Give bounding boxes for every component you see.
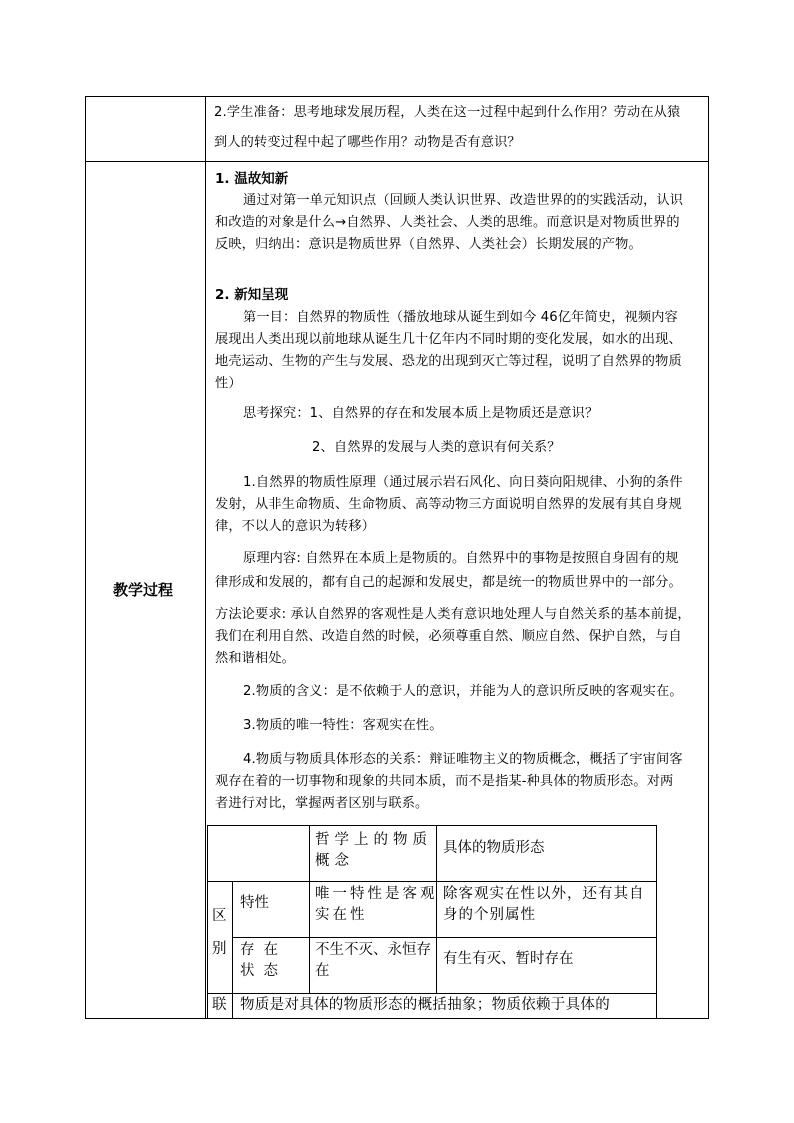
method-line-2: 我们在利用自然、改造自然的时候，必须尊重自然、顺应自然、保护自然，与自 bbox=[215, 629, 682, 644]
question-1: 思考探究：1、自然界的存在和发展本质上是物质还是意识？ bbox=[243, 406, 599, 421]
teaching-process-label: 教学过程 bbox=[113, 581, 174, 599]
student-prep-line-2: 到人的转变过程中起了哪些作用？动物是否有意识？ bbox=[214, 135, 521, 150]
review-heading: 1. 温故知新 bbox=[215, 171, 289, 187]
outer-row-divider bbox=[85, 161, 709, 162]
outer-top-border bbox=[85, 96, 709, 97]
cmp-right bbox=[656, 825, 657, 1018]
cmp-diff-label-1: 区 bbox=[212, 908, 227, 924]
cmp-state-philosophy: 不生不灭、永恒存在 bbox=[315, 942, 431, 979]
intro-line-1: 第一目：自然界的物质性（播放地球从诞生到如今 46亿年简史，视频内容 bbox=[243, 310, 678, 325]
cmp-left bbox=[207, 825, 208, 1018]
relation-line-3: 者进行对比，掌握两者区别与联系。 bbox=[215, 796, 429, 811]
relation-line-2: 观存在着的一切事物和现象的共同本质，而不是指某-种具体的物质形态。对两 bbox=[215, 774, 674, 789]
cmp-diff-label-2: 别 bbox=[212, 941, 227, 957]
matter-unique-property: 3.物质的唯一特性：客观实在性。 bbox=[243, 718, 443, 733]
question-2: 2、自然界的发展与人类的意识有何关系？ bbox=[312, 440, 561, 455]
intro-line-3: 地壳运动、生物的产生与发展、恐龙的出现到灭亡等过程，说明了自然界的物质 bbox=[215, 354, 682, 369]
cmp-h1 bbox=[207, 881, 657, 882]
cmp-link-text: 物质是对具体的物质形态的概括抽象；物质依赖于具体的 bbox=[240, 997, 610, 1013]
review-line-1: 通过对第一单元知识点（回顾人类认识世界、改造世界的的实践活动，认识 bbox=[243, 193, 684, 208]
outer-bottom-border bbox=[85, 1018, 709, 1019]
matter-meaning: 2.物质的含义：是不依赖于人的意识，并能为人的意识所反映的客观实在。 bbox=[243, 684, 683, 699]
intro-line-2: 展现出人类出现以前地球从诞生几十亿年内不同时期的变化发展，如水的出现、 bbox=[215, 332, 682, 347]
cmp-header-concrete: 具体的物质形态 bbox=[443, 840, 545, 856]
review-line-2: 和改造的对象是什么→自然界、人类社会、人类的思维。而意识是对物质世界的 bbox=[215, 215, 680, 230]
cmp-header-philosophy: 哲学上的物质概念 bbox=[315, 832, 432, 869]
review-line-3: 反映，归纳出：意识是物质世界（自然界、人类社会）长期发展的产物。 bbox=[215, 237, 642, 252]
outer-column-divider bbox=[205, 96, 206, 1019]
content-line-1: 原理内容: 自然界在本质上是物质的。自然界中的事物是按照自身固有的规 bbox=[243, 551, 679, 566]
principle-line-3: 律，不以人的意识为转移） bbox=[215, 519, 376, 534]
principle-line-1: 1.自然界的物质性原理（通过展示岩石风化、向日葵向阳规律、小狗的条件 bbox=[243, 475, 683, 490]
method-line-1: 方法论要求: 承认自然界的客观性是人类有意识地处理人与自然关系的基本前提， bbox=[215, 607, 691, 622]
method-line-3: 然和谐相处。 bbox=[215, 651, 296, 666]
cmp-h3 bbox=[207, 993, 657, 994]
cmp-h2 bbox=[232, 937, 657, 938]
cmp-v-label bbox=[232, 881, 233, 1018]
cmp-state-concrete: 有生有灭、暂时存在 bbox=[443, 951, 574, 967]
outer-left-border bbox=[85, 96, 86, 1019]
intro-line-4: 性） bbox=[215, 376, 242, 391]
outer-right-border bbox=[708, 96, 709, 1019]
new-knowledge-heading: 2. 新知呈现 bbox=[215, 287, 289, 303]
student-prep-line-1: 2.学生准备：思考地球发展历程，人类在这一过程中起到什么作用？劳动在从猿 bbox=[214, 105, 681, 120]
cmp-top bbox=[207, 825, 657, 826]
cmp-property-concrete: 除客观实在性以外，还有其自身的个别属性 bbox=[443, 886, 645, 923]
content-line-2: 律形成和发展的，都有自己的起源和发展史，都是统一的物质世界中的一部分。 bbox=[215, 575, 682, 590]
cmp-property-label: 特性 bbox=[240, 895, 269, 911]
cmp-link-label: 联 bbox=[212, 997, 227, 1013]
cmp-state-label: 存在状态 bbox=[240, 942, 287, 979]
relation-line-1: 4.物质与物质具体形态的关系：辩证唯物主义的物质概念，概括了宇宙间客 bbox=[243, 752, 683, 767]
principle-line-2: 发射，从非生命物质、生命物质、高等动物三方面说明自然界的发展有其自身规 bbox=[215, 497, 682, 512]
cmp-property-philosophy: 唯一特性是客观实在性 bbox=[315, 886, 438, 923]
